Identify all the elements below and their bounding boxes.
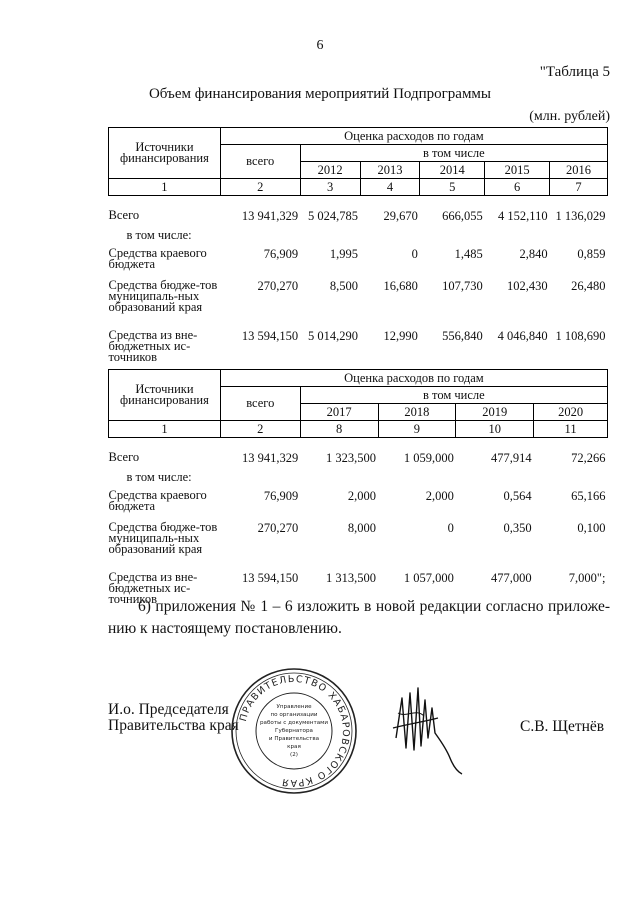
signatory-position [108, 702, 239, 734]
cell-value: 13 941,329 [241, 451, 299, 465]
page-title: Объем финансирования мероприятий Подпрограммы [148, 86, 492, 102]
column-number: 5 [420, 179, 485, 196]
position-line: Правительства края [108, 717, 239, 734]
amendment-paragraph: 6) приложения № 1 – 6 изложить в новой редакции согласно приложе-нию к настоящему постановлению. [108, 598, 610, 637]
stamp-line: по организации [270, 712, 318, 718]
financing-table-2012-2016 [108, 127, 608, 366]
handwritten-signature [388, 678, 468, 778]
page-number: 6 [316, 38, 324, 53]
row-label: Всего [108, 450, 140, 464]
cell-value: 1,995 [329, 247, 359, 261]
column-number: 9 [378, 421, 456, 438]
column-number: 1 [109, 421, 221, 438]
table-row [109, 490, 608, 522]
year-header: 2013 [360, 162, 420, 179]
cell-value: 8,500 [329, 279, 359, 293]
cell-value: 270,270 [257, 279, 299, 293]
column-number: 1 [109, 179, 221, 196]
cell-value: 666,055 [442, 209, 483, 223]
header-total: всего [220, 145, 300, 179]
header-sources: Источники финансирования [109, 370, 221, 421]
column-number: 7 [550, 179, 608, 196]
cell-value: 0,350 [503, 521, 532, 535]
column-number: 2 [220, 179, 300, 196]
cell-value: 1 323,500 [326, 451, 376, 465]
unit-label: (млн. рублей) [529, 109, 610, 124]
cell-value: 2,000 [347, 489, 376, 503]
official-stamp [230, 667, 358, 795]
cell-value: 2,000 [425, 489, 454, 503]
cell-value: 0,564 [503, 489, 532, 503]
cell-value: 12,990 [383, 329, 418, 343]
stamp-line: работы с документами [260, 720, 328, 726]
header-total: всего [220, 387, 300, 421]
row-label: в том числе: [126, 228, 192, 242]
cell-value: 1 136,029 [555, 209, 606, 223]
cell-value: 13 941,329 [241, 209, 299, 223]
stamp-line: края [287, 744, 301, 750]
table-row [109, 452, 608, 472]
cell-value: 477,914 [491, 451, 532, 465]
signatory-name: С.В. Щетнёв [520, 718, 605, 735]
column-number: 8 [300, 421, 378, 438]
cell-value: 102,430 [506, 279, 548, 293]
year-header: 2019 [456, 404, 534, 421]
cell-value: 0 [411, 247, 418, 261]
cell-value: 7,000"; [568, 571, 606, 585]
row-label: Средства краевого бюджета [108, 246, 207, 271]
row-label: Средства из вне-бюджетных ис-точников [108, 570, 198, 606]
cell-value: 0,859 [577, 247, 606, 261]
column-number: 4 [360, 179, 420, 196]
table-row [109, 522, 608, 572]
cell-value: 1 057,000 [403, 571, 454, 585]
cell-value: 13 594,150 [241, 571, 299, 585]
cell-value: 5 014,290 [308, 329, 359, 343]
cell-value: 4 152,110 [498, 209, 548, 223]
cell-value: 16,680 [383, 279, 418, 293]
cell-value: 1 313,500 [326, 571, 376, 585]
cell-value: 556,840 [442, 329, 483, 343]
cell-value: 29,670 [383, 209, 418, 223]
cell-value: 1,485 [454, 247, 483, 261]
cell-value: 13 594,150 [241, 329, 299, 343]
column-number: 11 [534, 421, 608, 438]
header-including: в том числе [300, 145, 607, 162]
column-number: 3 [300, 179, 360, 196]
table-row [109, 330, 608, 366]
header-estimate: Оценка расходов по годам [220, 370, 607, 387]
row-label: Средства из вне-бюджетных ис-точников [108, 328, 198, 364]
column-number: 10 [456, 421, 534, 438]
cell-value: 107,730 [442, 279, 483, 293]
stamp-line: Губернатора [275, 728, 313, 734]
cell-value: 76,909 [263, 489, 299, 503]
cell-value: 26,480 [571, 279, 606, 293]
table-label: "Таблица 5 [539, 64, 610, 80]
year-header: 2015 [485, 162, 550, 179]
cell-value: 0 [447, 521, 454, 535]
year-header: 2016 [550, 162, 608, 179]
stamp-line: Управление [276, 704, 312, 710]
cell-value: 76,909 [263, 247, 299, 261]
financing-table-2017-2020 [108, 369, 608, 608]
year-header: 2017 [300, 404, 378, 421]
row-label: Всего [108, 208, 140, 222]
cell-value: 1 108,690 [555, 329, 606, 343]
cell-value: 2,840 [519, 247, 548, 261]
column-number: 2 [220, 421, 300, 438]
row-label: Средства бюдже-тов муниципаль-ных образований края [108, 520, 218, 556]
row-label: в том числе: [126, 470, 192, 484]
cell-value: 1 059,000 [403, 451, 454, 465]
table-row [109, 248, 608, 280]
header-including: в том числе [300, 387, 607, 404]
table-row [109, 210, 608, 230]
cell-value: 65,166 [571, 489, 606, 503]
year-header: 2018 [378, 404, 456, 421]
year-header: 2020 [534, 404, 608, 421]
cell-value: 72,266 [571, 451, 606, 465]
header-estimate: Оценка расходов по годам [220, 128, 607, 145]
year-header: 2014 [420, 162, 485, 179]
row-label: Средства краевого бюджета [108, 488, 207, 513]
stamp-line: и Правительства [268, 736, 320, 742]
cell-value: 477,000 [491, 571, 532, 585]
header-sources: Источники финансирования [109, 128, 221, 179]
table-row [109, 280, 608, 330]
cell-value: 5 024,785 [308, 209, 359, 223]
column-number: 6 [485, 179, 550, 196]
stamp-line: (2) [290, 752, 298, 758]
cell-value: 0,100 [577, 521, 606, 535]
stamp-outer-text: ПРАВИТЕЛЬСТВО ХАБАРОВСКОГО КРАЯ [237, 673, 352, 789]
position-line: И.о. Председателя [108, 701, 229, 718]
cell-value: 4 046,840 [497, 329, 548, 343]
row-label: Средства бюдже-тов муниципаль-ных образований края [108, 278, 218, 314]
cell-value: 270,270 [257, 521, 299, 535]
cell-value: 8,000 [347, 521, 376, 535]
year-header: 2012 [300, 162, 360, 179]
